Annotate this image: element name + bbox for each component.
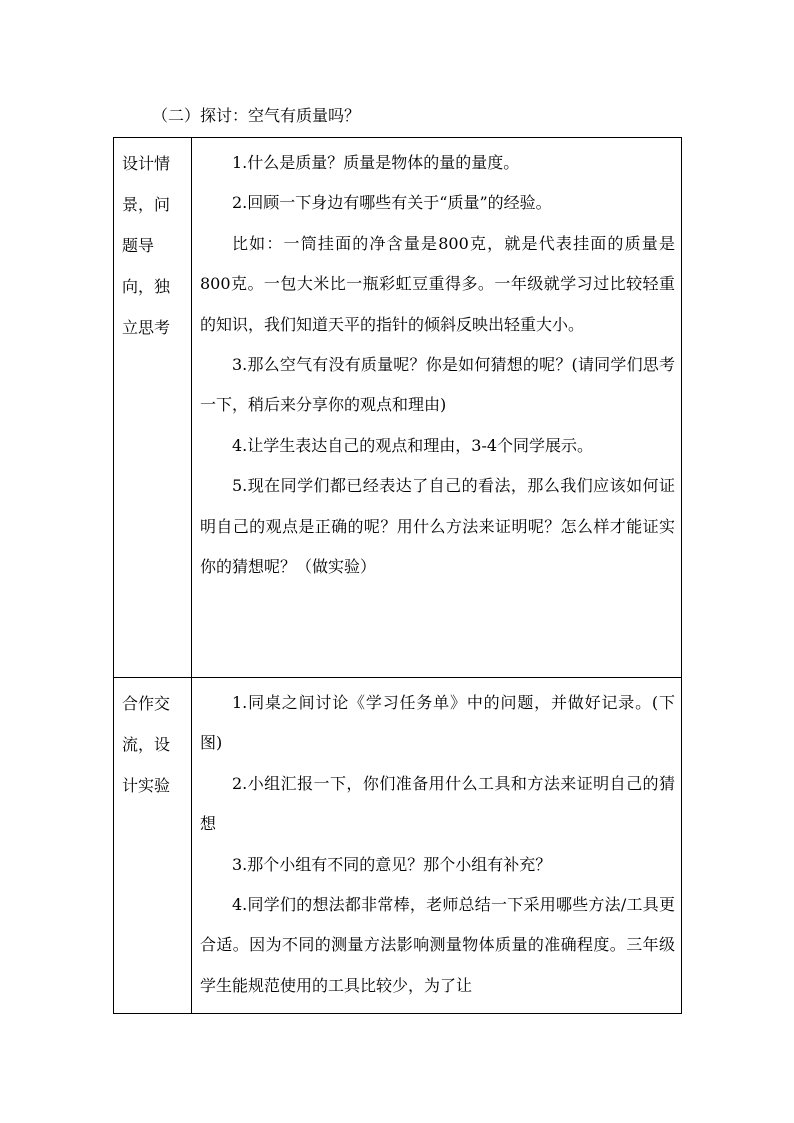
lesson-table [113,137,682,1014]
content-paragraph: 2.小组汇报一下，你们准备用什么工具和方法来证明自己的猜想 [200,773,675,834]
content-paragraph: 比如：一筒挂面的净含量是800克，就是代表挂面的质量是800克。一包大米比一瓶彩虹豆重得多。一年级就学习过比较轻重的知识，我们知道天平的指针的倾斜反映出轻重大小。 [200,233,675,334]
content-paragraph: 4.同学们的想法都非常棒，老师总结一下采用哪些方法/工具更合适。因为不同的测量方法影响测量物体质量的准确程度。三年级学生能规范使用的工具比较少，为了让 [200,895,675,995]
stage-content-cell [192,678,682,1014]
content-paragraph: 1.同桌之间讨论《学习任务单》中的问题，并做好记录。(下图) [200,693,675,753]
table-row [114,678,682,1014]
stage-label: 合作交流，设计实验 [122,694,171,795]
content-paragraph: 4.让学生表达自己的观点和理由，3-4个同学展示。 [232,435,594,455]
content-paragraph: 3.那个小组有不同的意见？那个小组有补充？ [232,854,552,874]
content-paragraph: 5.现在同学们都已经表达了自己的看法，那么我们应该如何证明自己的观点是正确的呢？用什么方法来证明呢？怎么样才能证实你的猜想呢？（做实验） [200,476,675,577]
stage-content-cell [192,138,682,678]
content-paragraph: 3.那么空气有没有质量呢？你是如何猜想的呢？(请同学们思考一下，稍后来分享你的观点和理由) [200,355,675,415]
content-paragraph: 2.回顾一下身边有哪些有关于“质量”的经验。 [232,193,552,213]
stage-label: 设计情景，问题导向，独立思考 [122,154,171,337]
content-paragraph: 1.什么是质量？质量是物体的量的量度。 [232,153,520,172]
table-row [114,138,682,678]
stage-label-cell [114,678,192,1014]
section-heading: （二）探讨：空气有质量吗？ [152,106,361,125]
stage-label-cell [114,138,192,678]
